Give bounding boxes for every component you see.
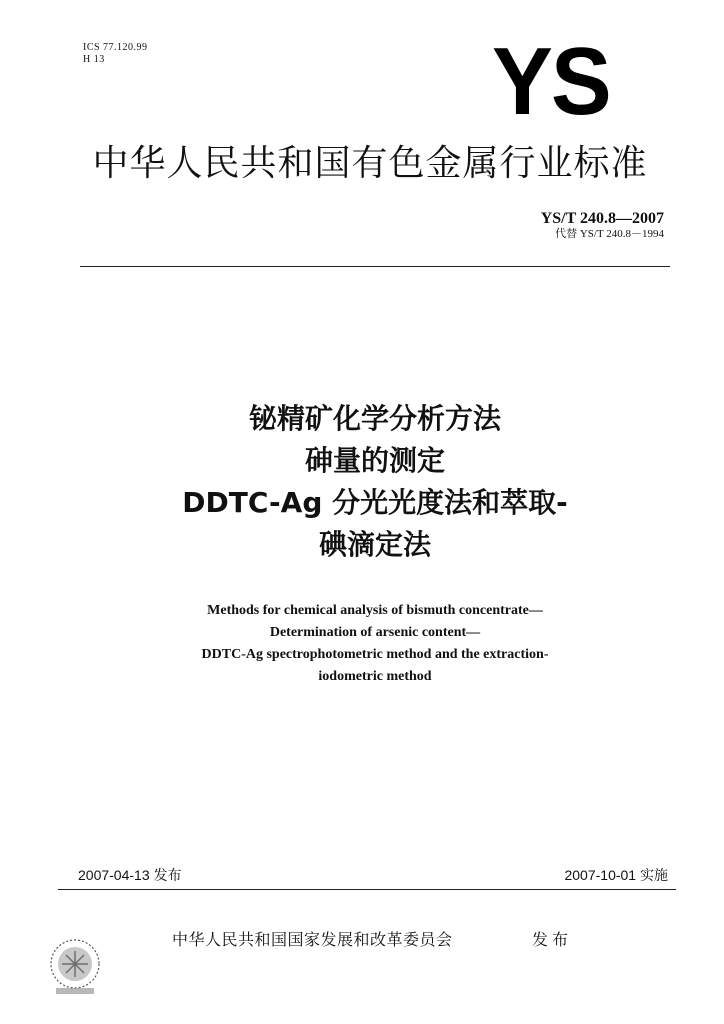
header-divider bbox=[80, 266, 670, 267]
category-code: H 13 bbox=[83, 54, 105, 65]
issued-label: 发布 bbox=[532, 930, 573, 949]
ics-code: ICS 77.120.99 bbox=[83, 42, 148, 53]
ys-logo: YS bbox=[492, 28, 610, 135]
standard-number: YS/T 240.8—2007 bbox=[540, 210, 664, 227]
english-title-line: iodometric method bbox=[318, 669, 432, 684]
english-title bbox=[80, 600, 670, 688]
replaced-standard: 代替 YS/T 240.8－1994 bbox=[555, 228, 664, 240]
chinese-title-line: 铋精矿化学分析方法 bbox=[248, 402, 501, 435]
english-title-line: DDTC-Ag spectrophotometric method and the extraction- bbox=[201, 647, 549, 662]
implementation-date: 2007-10-01 实施 bbox=[564, 867, 668, 883]
publisher-seal-icon bbox=[42, 934, 108, 1000]
standard-type-title: 中华人民共和国有色金属行业标准 bbox=[92, 143, 648, 184]
chinese-title-line: DDTC-Ag 分光光度法和萃取- bbox=[182, 486, 568, 519]
date-divider bbox=[58, 889, 676, 890]
chinese-title-line: 砷量的测定 bbox=[304, 444, 445, 477]
english-title-line: Determination of arsenic content— bbox=[269, 625, 481, 640]
issue-date: 2007-04-13 发布 bbox=[78, 867, 182, 883]
issuing-authority: 中华人民共和国国家发展和改革委员会 bbox=[172, 930, 453, 949]
chinese-title-line: 碘滴定法 bbox=[318, 528, 431, 561]
chinese-title bbox=[80, 398, 670, 566]
classification-codes bbox=[83, 42, 148, 66]
english-title-line: Methods for chemical analysis of bismuth concentrate— bbox=[207, 603, 543, 618]
